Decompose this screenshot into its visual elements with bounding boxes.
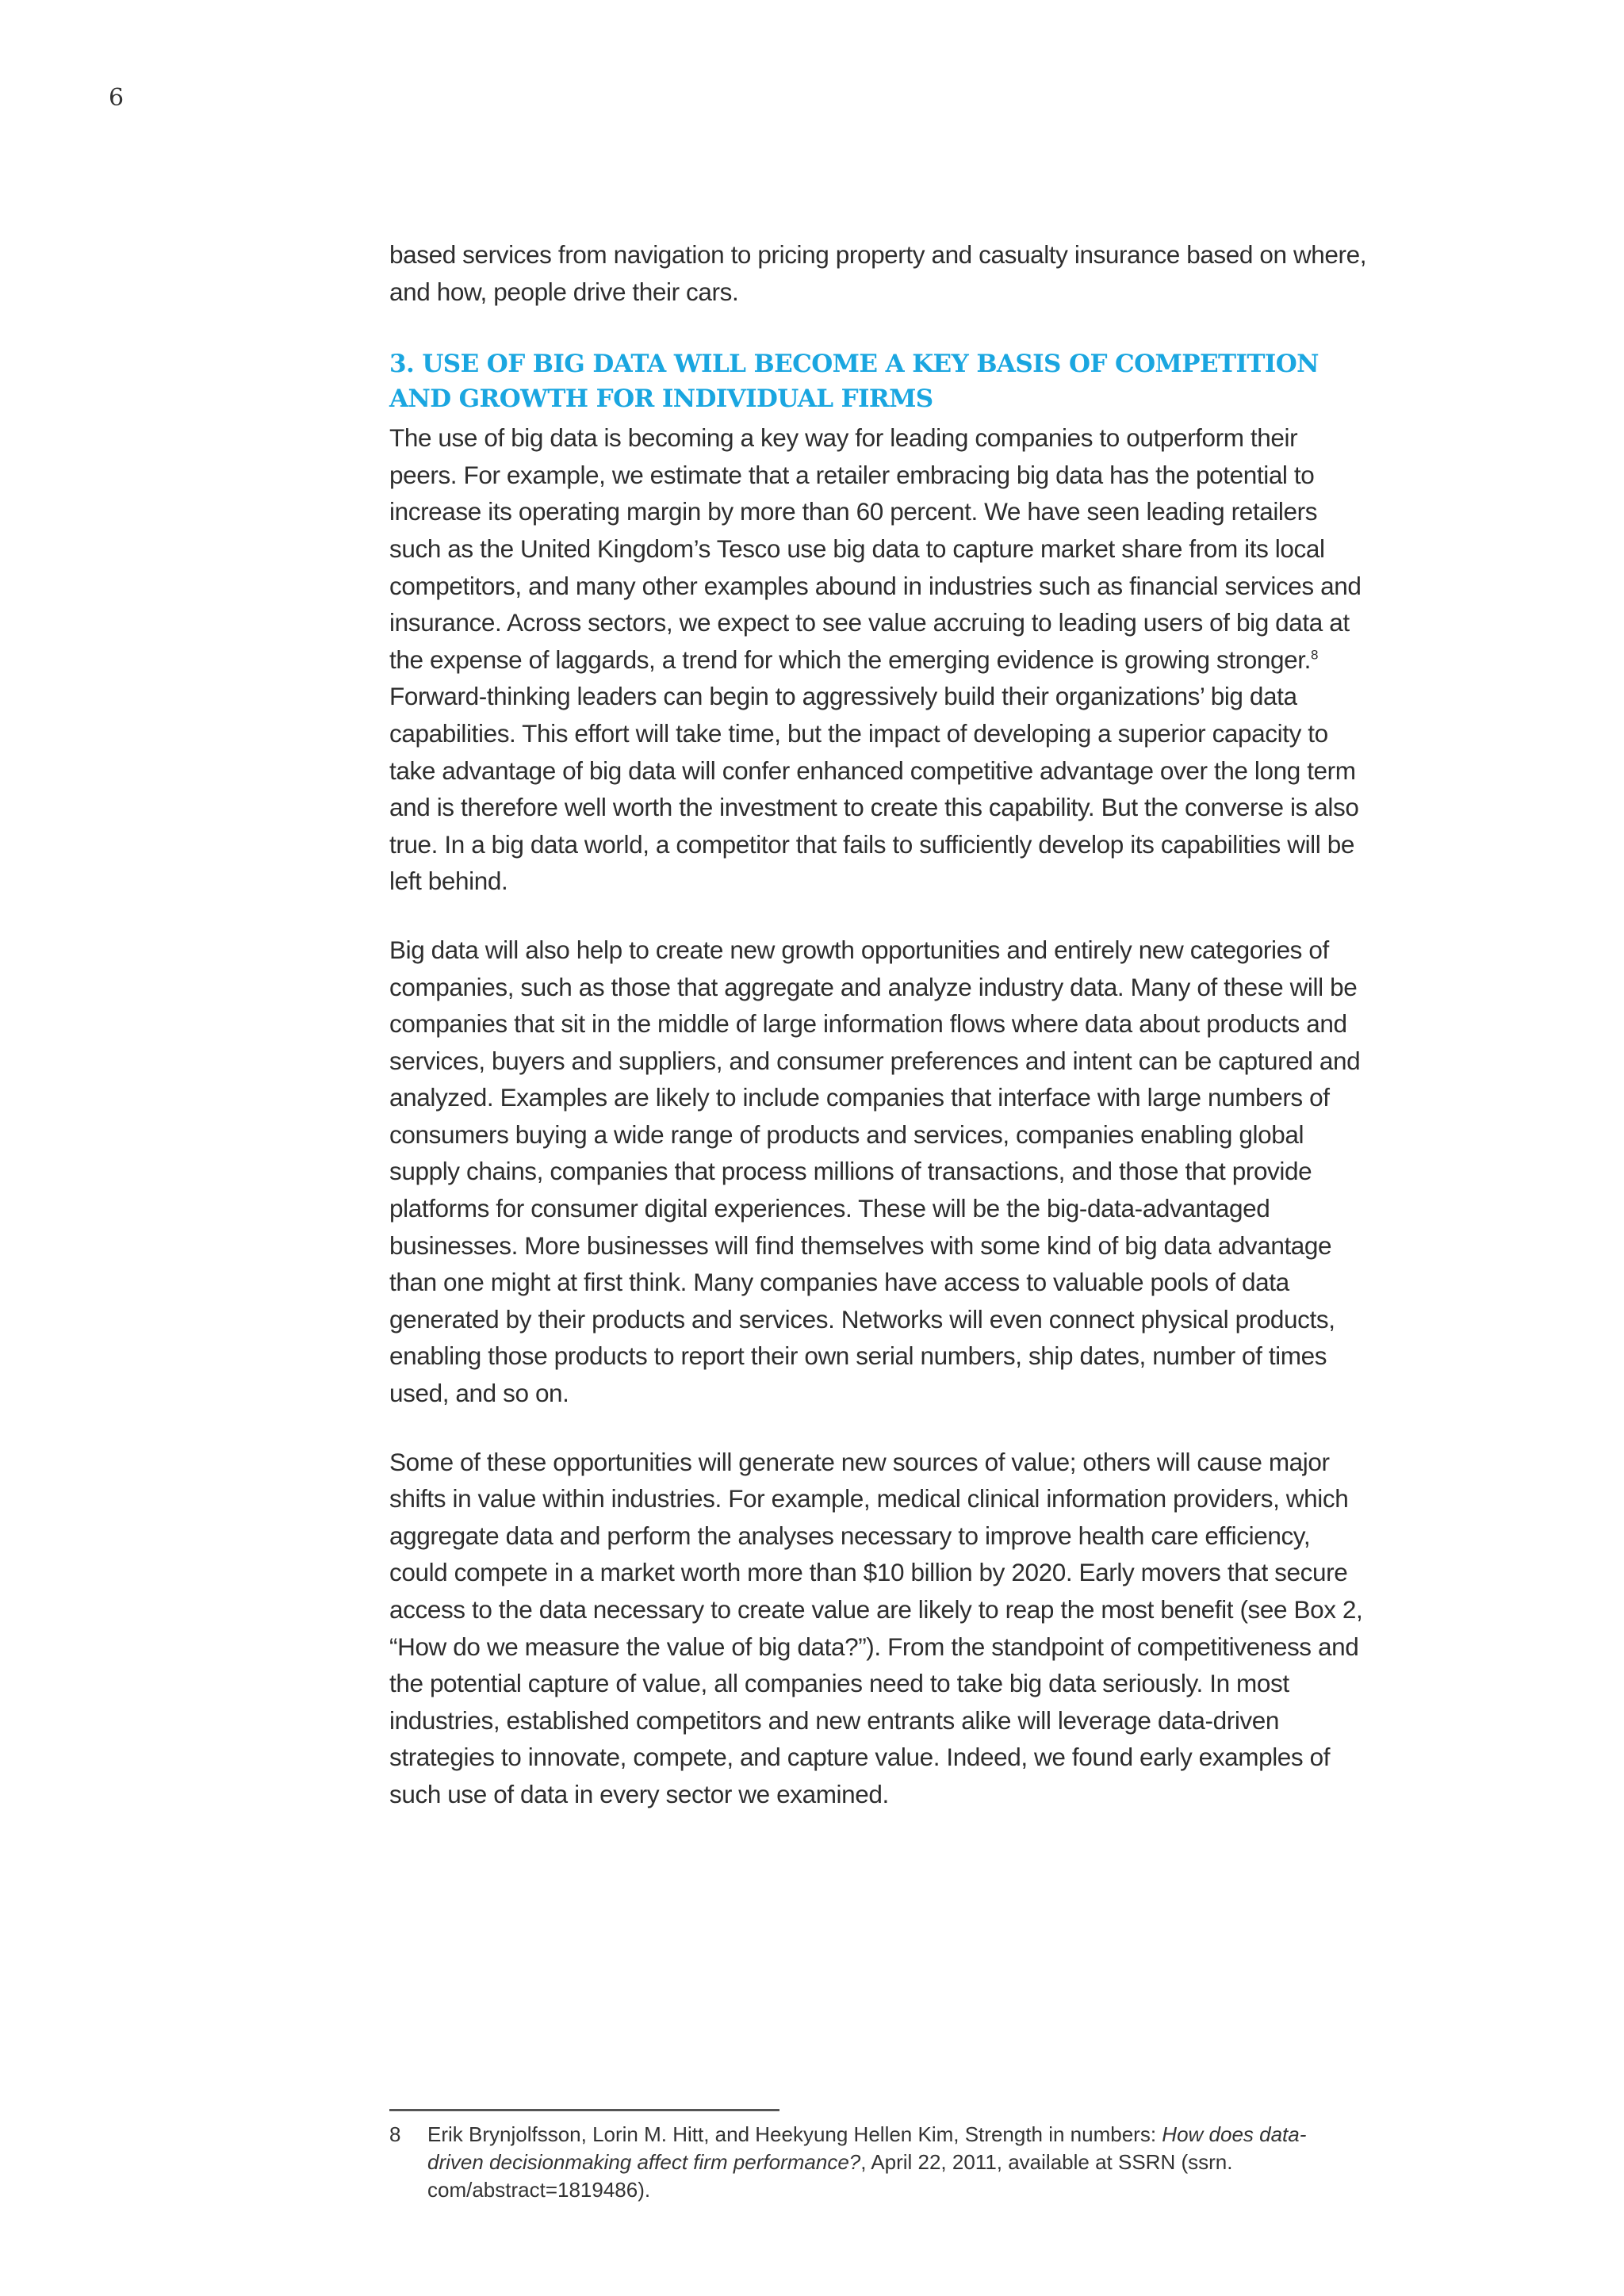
intro-paragraph: based services from navigation to pricing property and casualty insurance based on where, and how, people drive their cars.: [389, 240, 1367, 306]
footnote-text-b: , April 22, 2011, available at SSRN (ssrn. com/abstract=1819486).: [427, 2150, 1233, 2202]
footnote-text-a: Erik Brynjolfsson, Lorin M. Hitt, and Heekyung Hellen Kim, Strength in numbers:: [427, 2122, 1162, 2146]
footnote-divider: [389, 2109, 779, 2111]
footnote-reference[interactable]: 8: [1310, 647, 1319, 663]
section-heading-line-2: AND GROWTH FOR INDIVIDUAL FIRMS: [389, 385, 933, 414]
footnote-title-italic: How does data-driven decisionmaking affect firm performance?: [427, 2122, 1307, 2174]
body-paragraph-3: Some of these opportunities will generate new sources of value; others will cause major shifts in value within industries. For example, medical clinical information providers, which aggregate data and perform the analyses necessary to improve health care efficiency, could compete in a market worth more than $10 billion by 2020. Early movers that secure access to the data necessary to create value are likely to reap the most benefit (see Box 2, “How do we measure the value of big data?”). From the standpoint of competitiveness and the potential capture of value, all companies need to take big data seriously. In most industries, established competitors and new entrants alike will leverage data-driven strategies to innovate, compete, and capture value. Indeed, we found early examples of such use of data in every sector we examined.: [389, 1447, 1363, 1808]
footnote-text: [427, 2121, 1339, 2204]
main-content: [389, 236, 1369, 1813]
body-paragraph-2: Big data will also help to create new growth opportunities and entirely new categories of companies, such as those that aggregate and analyze industry data. Many of these will be companies that sit in the middle of large information flows where data about products and services, buyers and suppliers, and consumer preferences and intent can be captured and analyzed. Examples are likely to include companies that interface with large numbers of consumers buying a wide range of products and services, companies enabling global supply chains, companies that process millions of transactions, and those that provide platforms for consumer digital experiences. These will be the big-data-advantaged businesses. More businesses will find themselves with some kind of big data advantage than one might at first think. Many companies have access to valuable pools of data generated by their products and services. Networks will even connect physical products, enabling those products to report their own serial numbers, ship dates, number of times used, and so on.: [389, 935, 1361, 1408]
body-paragraph-1: [389, 419, 1369, 900]
footnote-number: 8: [389, 2122, 401, 2146]
footnote: [389, 2121, 1369, 2204]
section-heading: [389, 346, 1369, 416]
page-number: 6: [109, 84, 124, 112]
section-heading-line-1: 3. USE OF BIG DATA WILL BECOME A KEY BASIS OF COMPETITION: [389, 350, 1319, 379]
body-paragraph-1-text-b: Forward-thinking leaders can begin to aggressively build their organizations’ big data capabilities. This effort will take time, but the impact of developing a superior capacity to take advantage of big data will confer enhanced competitive advantage over the long term and is therefore well worth the investment to create this capability. But the converse is also true. In a big data world, a competitor that fails to sufficiently develop its capabilities will be left behind.: [389, 682, 1359, 896]
body-paragraph-1-text-a: The use of big data is becoming a key way for leading companies to outperform their peers. For example, we estimate that a retailer embracing big data has the potential to increase its operating margin by more than 60 percent. We have seen leading retailers such as the United Kingdom’s Tesco use big data to capture market share from its local competitors, and many other examples abound in industries such as financial services and insurance. Across sectors, we expect to see value accruing to leading users of big data at the expense of laggards, a trend for which the emerging evidence is growing stronger.: [389, 423, 1362, 674]
